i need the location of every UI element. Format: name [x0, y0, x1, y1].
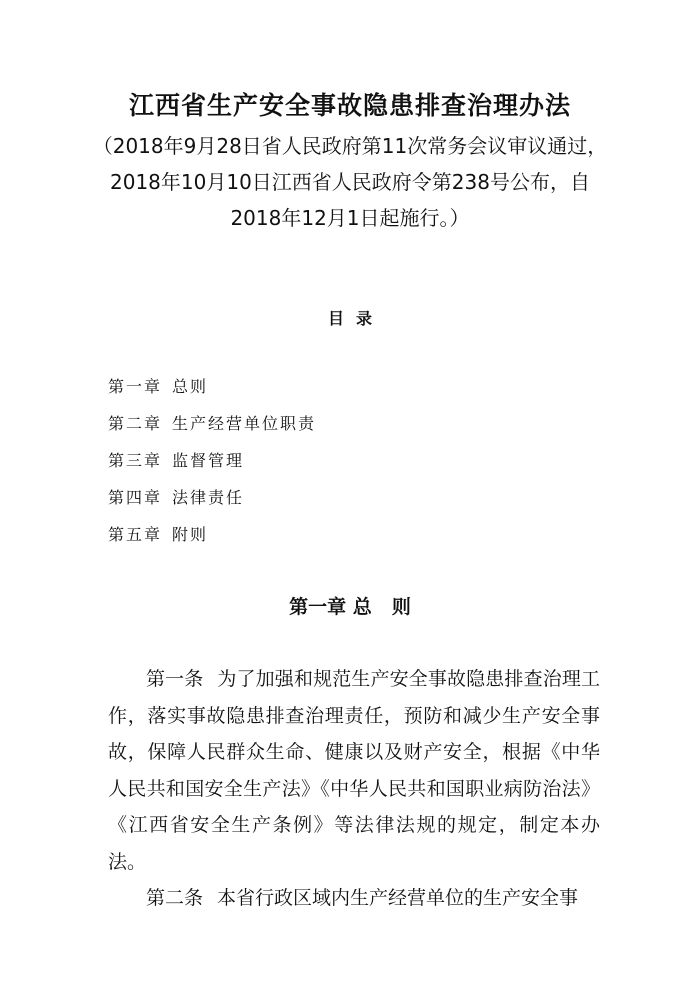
article-number: 第二条 [146, 887, 204, 909]
toc-item-title: 总则 [172, 377, 209, 396]
toc-item [108, 485, 316, 522]
article-body [108, 661, 600, 917]
toc-item [108, 522, 316, 559]
toc-item [108, 374, 316, 411]
document-title: 江西省生产安全事故隐患排查治理办法 [128, 91, 571, 120]
toc-item-title: 附则 [172, 525, 209, 544]
toc-item-title: 监督管理 [172, 451, 245, 470]
table-of-contents [108, 374, 316, 559]
toc-heading: 目录 [327, 309, 384, 328]
chapter-number: 第一章 [289, 596, 347, 618]
article-text: 本省行政区域内生产经营单位的生产安全事 [217, 887, 579, 909]
toc-item-number: 第四章 [108, 488, 163, 507]
article-text: 为了加强和规范生产安全事故隐患排查治理工作，落实事故隐患排查治理责任，预防和减少生产安全事故，保障人民群众生命、健康以及财产安全，根据《中华人民共和国安全生产法》《中华人民共和国职业病防治法》《江西省安全生产条例》等法律法规的规定，制定本办法。 [108, 668, 600, 873]
article-number: 第一条 [146, 668, 204, 690]
toc-item-number: 第三章 [108, 451, 163, 470]
toc-item [108, 411, 316, 448]
chapter-title-end: 则 [391, 596, 411, 618]
article-paragraph [108, 661, 600, 880]
toc-item-title: 生产经营单位职责 [172, 414, 317, 433]
toc-item [108, 448, 316, 485]
toc-item-title: 法律责任 [172, 488, 245, 507]
toc-item-number: 第一章 [108, 377, 163, 396]
chapter-heading [0, 592, 700, 619]
article-paragraph [108, 880, 600, 917]
document-subtitle: （2018年9月28日省人民政府第11次常务会议审议通过，2018年10月10日江西省人民政府令第238号公布，自2018年12月1日起施行。） [92, 134, 608, 230]
chapter-title: 总 [352, 596, 372, 618]
toc-item-number: 第二章 [108, 414, 163, 433]
toc-item-number: 第五章 [108, 525, 163, 544]
